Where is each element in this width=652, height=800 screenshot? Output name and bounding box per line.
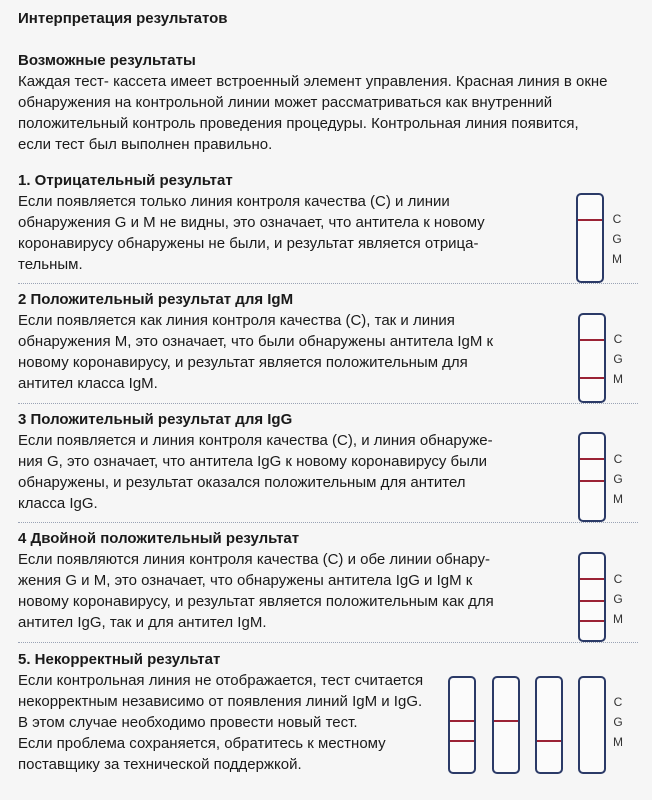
igg-line	[450, 720, 474, 722]
intro-line: если тест был выполнен правильно.	[18, 136, 273, 153]
section-text	[18, 310, 538, 394]
label-c: C	[612, 212, 622, 226]
label-m: M	[613, 612, 623, 626]
text-line: новому коронавирусу, и результат является положительным для	[18, 354, 468, 371]
test-cassette-invalid-2	[492, 676, 520, 774]
section-heading: 1. Отрицательный результат	[18, 172, 233, 189]
section-heading: 4 Двойной положительный результат	[18, 530, 300, 547]
text-line: обнаружены, и результат оказался положительным для антител	[18, 474, 466, 491]
label-c: C	[613, 332, 623, 346]
section-text	[18, 549, 538, 633]
label-m: M	[612, 252, 622, 266]
text-line: Если появляются линия контроля качества (C) и обе линии обнару-	[18, 551, 490, 568]
label-g: G	[613, 715, 623, 729]
section-igg	[18, 410, 538, 514]
text-line: коронавирусу обнаружены не были, и результат является отрица-	[18, 235, 479, 252]
control-line	[580, 458, 604, 460]
igm-line	[450, 740, 474, 742]
page-title: Интерпретация результатов	[18, 10, 228, 27]
intro-heading: Возможные результаты	[18, 52, 196, 69]
label-g: G	[613, 592, 623, 606]
section-heading: 3 Положительный результат для IgG	[18, 411, 293, 428]
text-line: Если контрольная линия не отображается, тест считается	[18, 672, 424, 689]
section-double	[18, 529, 538, 633]
label-m: M	[613, 372, 623, 386]
test-cassette-igm	[578, 313, 606, 403]
label-g: G	[612, 232, 622, 246]
intro-line: Каждая тест- кассета имеет встроенный элемент управления. Красная линия в окне	[18, 73, 608, 90]
intro-section	[18, 51, 628, 155]
label-m: M	[613, 492, 623, 506]
igg-line	[580, 600, 604, 602]
text-line: обнаружения G и M не видны, это означает, что антитела к новому	[18, 214, 485, 231]
igg-line	[494, 720, 518, 722]
strip-labels	[611, 692, 625, 752]
igg-line	[580, 480, 604, 482]
text-line: антител IgG, так и для антител IgM.	[18, 614, 267, 631]
control-line	[580, 578, 604, 580]
text-line: поставщику за технической поддержкой.	[18, 756, 302, 773]
divider	[18, 642, 638, 643]
test-cassette-negative	[576, 193, 604, 283]
section-text	[18, 191, 538, 275]
text-line: В этом случае необходимо провести новый тест.	[18, 714, 358, 731]
test-cassette-invalid-3	[535, 676, 563, 774]
control-line	[580, 339, 604, 341]
intro-line: обнаружения на контрольной линии может рассматриваться как внутренний	[18, 94, 553, 111]
text-line: класса IgG.	[18, 495, 98, 512]
label-c: C	[613, 572, 623, 586]
text-line: антител класса IgM.	[18, 375, 158, 392]
intro-text	[18, 71, 628, 155]
igm-line	[537, 740, 561, 742]
section-heading: 2 Положительный результат для IgM	[18, 291, 294, 308]
text-line: жения G и M, это означает, что обнаружены антитела IgG и IgM к	[18, 572, 473, 589]
text-line: некорректным независимо от появления линий IgM и IgG.	[18, 693, 423, 710]
section-text	[18, 430, 538, 514]
section-negative	[18, 171, 538, 275]
control-line	[578, 219, 602, 221]
test-cassette-double	[578, 552, 606, 642]
test-cassette-invalid-1	[448, 676, 476, 774]
text-line: Если появляется только линия контроля качества (C) и линии	[18, 193, 450, 210]
text-line: тельным.	[18, 256, 83, 273]
igm-line	[580, 377, 604, 379]
strip-labels	[611, 329, 625, 389]
igm-line	[580, 620, 604, 622]
label-c: C	[613, 695, 623, 709]
divider	[18, 283, 638, 284]
strip-labels	[611, 449, 625, 509]
text-line: Если появляется как линия контроля качества (C), так и линия	[18, 312, 455, 329]
text-line: обнаружения M, это означает, что были обнаружены антитела IgM к	[18, 333, 494, 350]
label-g: G	[613, 472, 623, 486]
text-line: Если появляется и линия контроля качества (C), и линия обнаруже-	[18, 432, 493, 449]
label-c: C	[613, 452, 623, 466]
text-line: Если проблема сохраняется, обратитесь к местному	[18, 735, 386, 752]
strip-labels	[610, 209, 624, 269]
strip-labels	[611, 569, 625, 629]
test-cassette-igg	[578, 432, 606, 522]
text-line: ния G, это означает, что антитела IgG к новому коронавирусу были	[18, 453, 487, 470]
intro-line: положительный контроль проведения процедуры. Контрольная линия появится,	[18, 115, 579, 132]
test-cassette-invalid-4	[578, 676, 606, 774]
text-line: новому коронавирусу, и результат является положительным как для	[18, 593, 494, 610]
label-m: M	[613, 735, 623, 749]
divider	[18, 522, 638, 523]
label-g: G	[613, 352, 623, 366]
section-heading: 5. Некорректный результат	[18, 651, 221, 668]
divider	[18, 403, 638, 404]
section-igm	[18, 290, 538, 394]
